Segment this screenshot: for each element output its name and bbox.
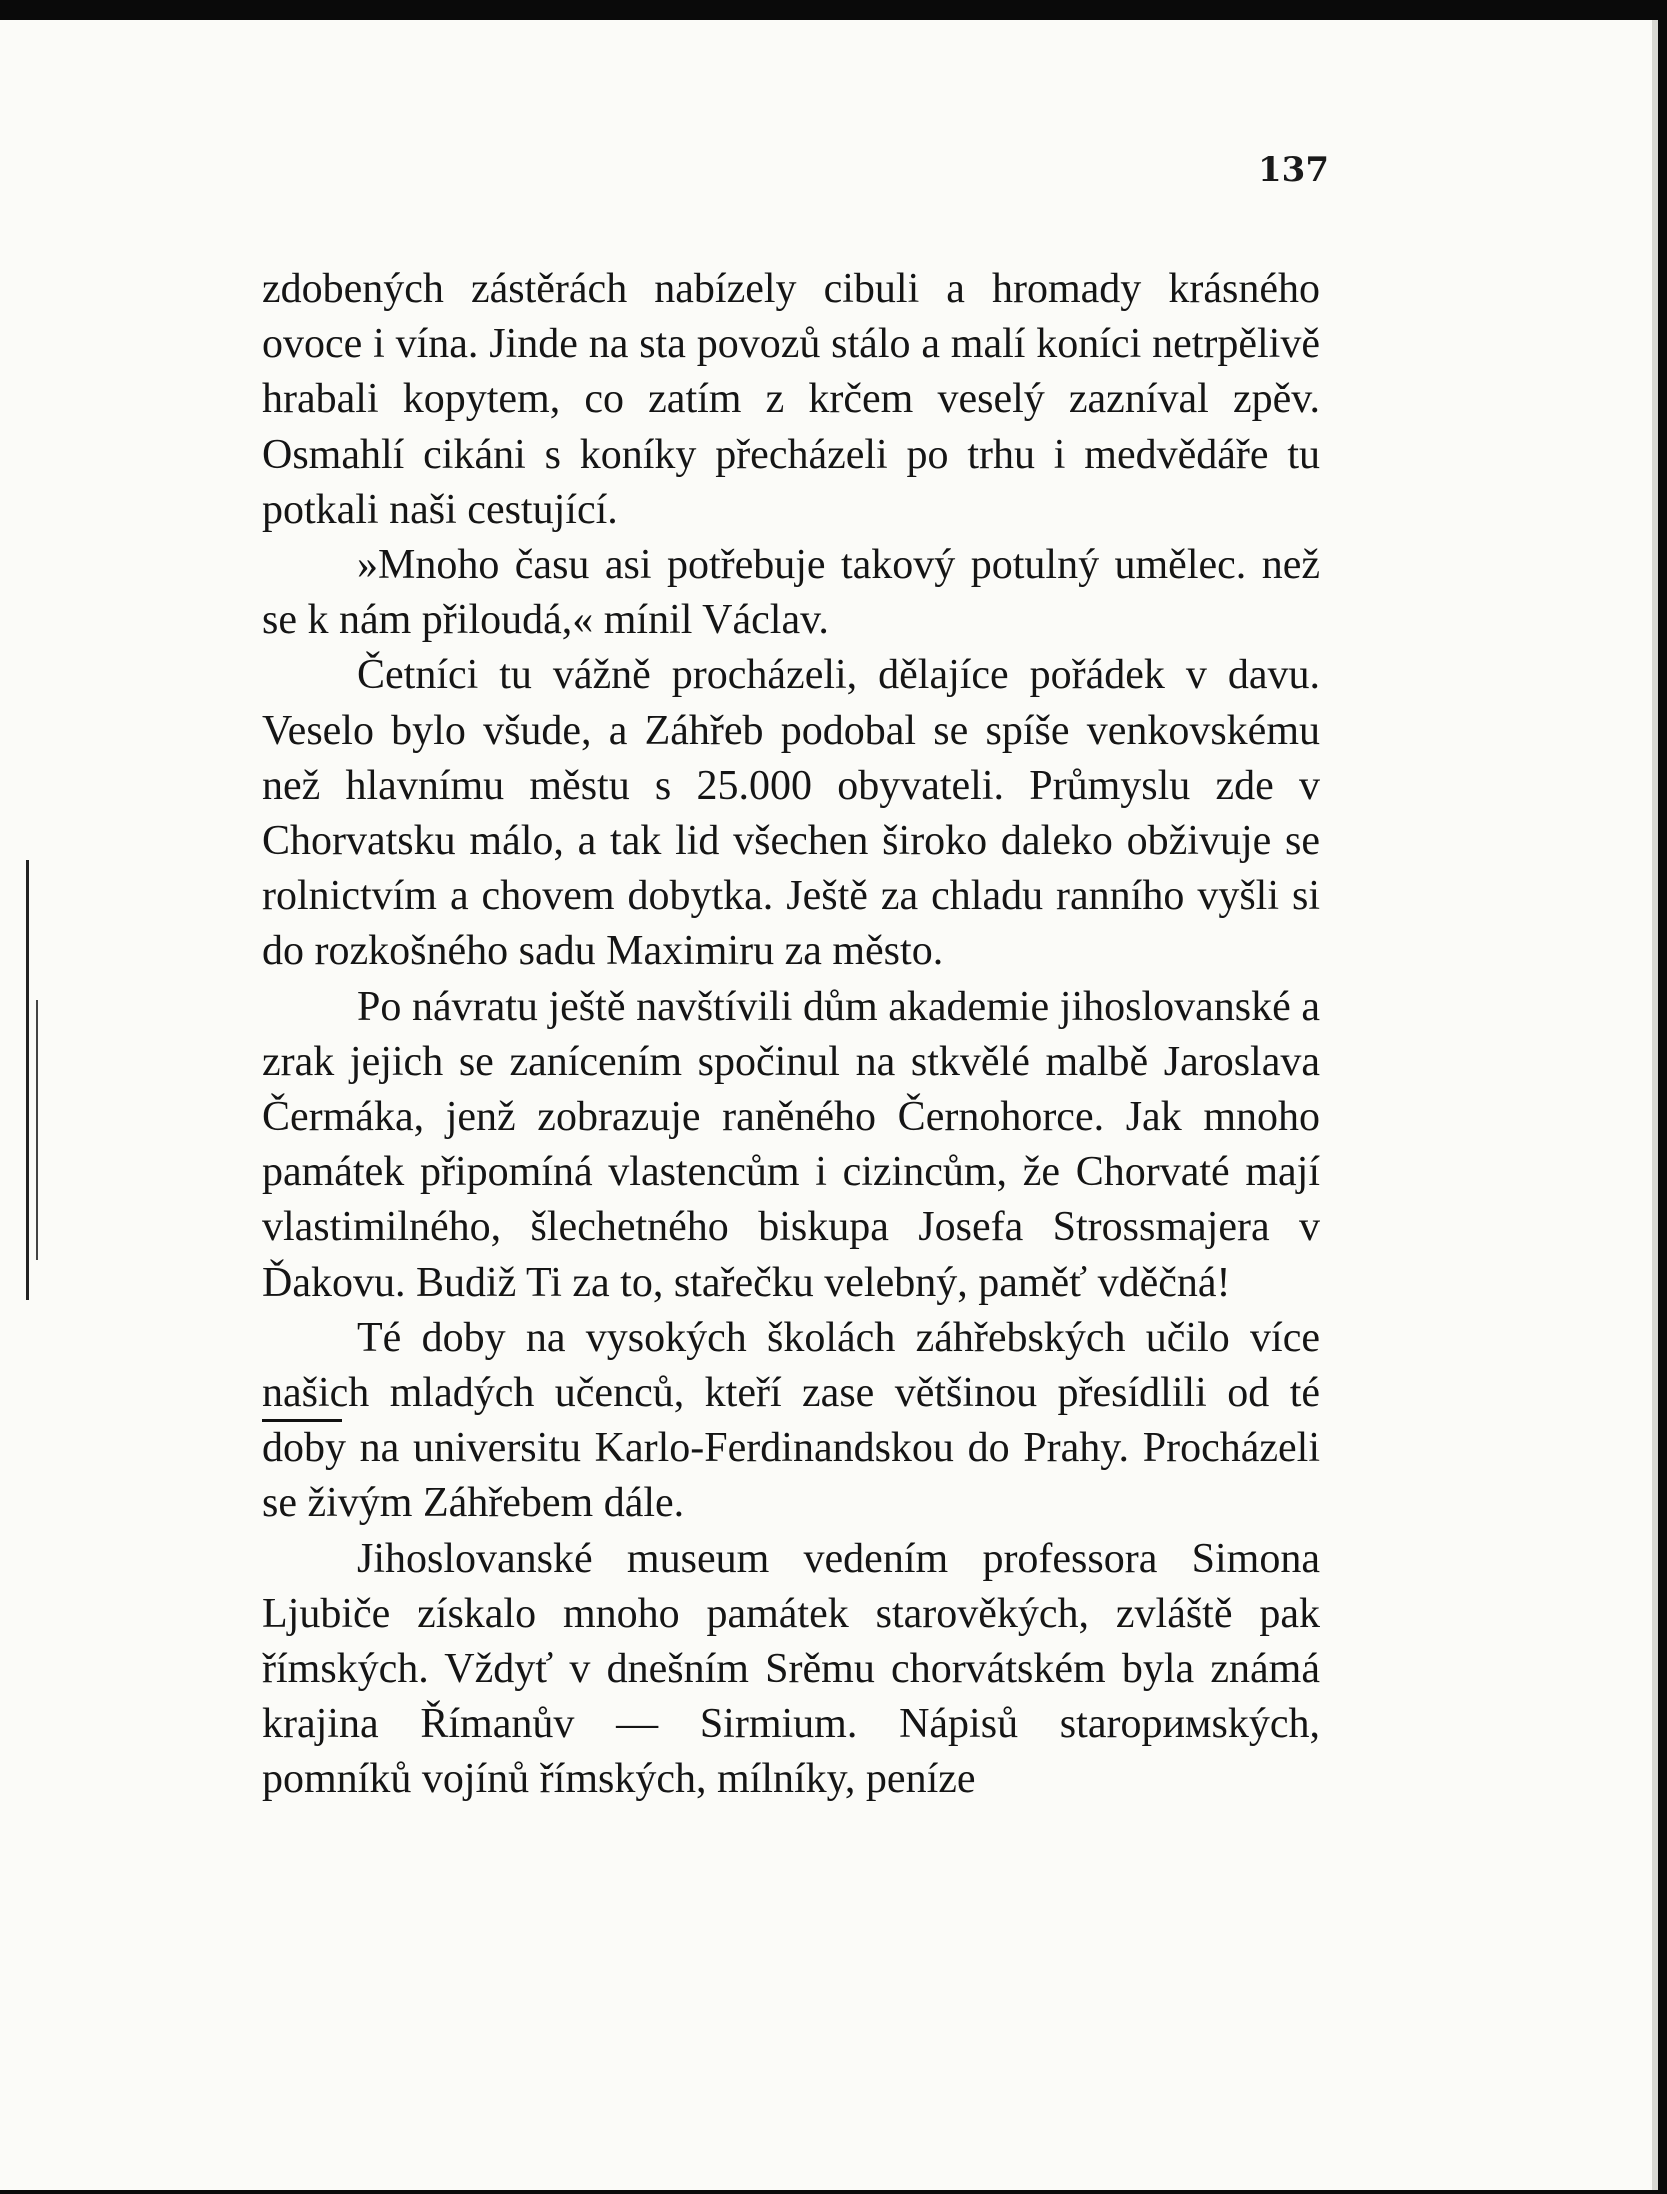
paragraph-1: zdobených zástěrách nabízely cibuli a hromady krásného ovoce i vína. Jinde na sta povozů stálo a malí koníci netrpělivě hrabali kopytem, co zatím z krčem veselý zazníval zpěv. Osmahlí cikáni s koníky přecházeli po trhu i medvědáře tu potkali naši cestující. [262, 266, 1320, 533]
paragraph-4: Po návratu ještě navštívili dům akademie jihoslovanské a zrak jejich se zanícením spočinul na stkvělé malbě Jaroslava Čermáka, jenž zobrazuje raněného Černohorce. Jak mnoho památek připomíná vlastencům i cizincům, že Chorvaté mají vlastimilného, šlechetného biskupa Josefa Strossmajera v Ďakovu. Budiž Ti za to, stařečku velebný, paměť vděčná! [262, 983, 1320, 1306]
margin-mark-secondary [36, 1000, 38, 1260]
margin-mark [26, 860, 29, 1300]
paragraph-2: »Mnoho času asi potřebuje takový potulný umělec. než se k nám přiloudá,« mínil Václav. [262, 542, 1320, 644]
pencil-underline [262, 1419, 342, 1422]
body-text [262, 262, 1320, 1808]
paragraph-3: Četníci tu vážně procházeli, dělajíce pořádek v davu. Veselo bylo všude, a Záhřeb podobal se spíše venkovskému než hlavnímu městu s 25.000 obyvateli. Průmyslu zde v Chorvatsku málo, a tak lid všechen široko daleko obživuje se rolnictvím a chovem dobytka. Ještě za chladu ranního vyšli si do rozkošného sadu Maximiru za město. [262, 652, 1320, 975]
paragraph-6: Jihoslovanské museum vedením professora Simona Ljubiče získalo mnoho památek starověkých, zvláště pak římských. Vždyť v dnešním Srěmu chorvátském byla známá krajina Římanův — Sirmium. Nápisů staroримských, pomníků vojínů římských, mílníky, peníze [262, 1535, 1320, 1803]
page-number: 137 [1258, 150, 1329, 190]
page-edge [1652, 20, 1658, 2190]
paragraph-5: Té doby na vysokých školách záhřebských učilo více našich mladých učenců, kteří zase většinou přesídlili od té doby na universitu Karlo-Ferdinandskou do Prahy. Procházeli se živým Záhřebem dále. [262, 1314, 1320, 1527]
